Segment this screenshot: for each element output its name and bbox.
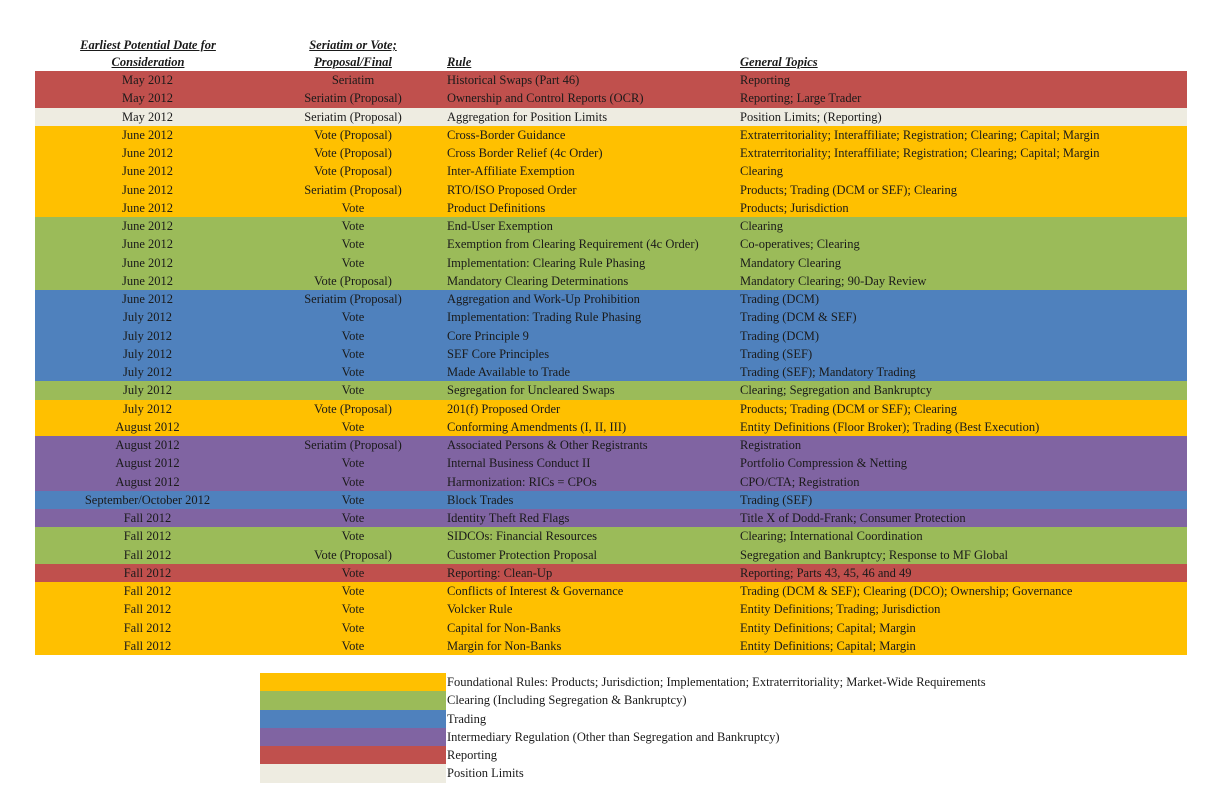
row-topics: Co-operatives; Clearing (740, 237, 860, 252)
row-topics: Entity Definitions; Trading; Jurisdiction (740, 602, 941, 617)
row-topics: Reporting; Large Trader (740, 91, 862, 106)
row-vote: Vote (341, 584, 365, 598)
row-date: July 2012 (123, 401, 172, 416)
row-date: Fall 2012 (123, 547, 172, 562)
table-row (35, 564, 1187, 582)
row-rule: Exemption from Clearing Requirement (4c Order) (447, 237, 699, 252)
row-rule: Harmonization: RICs = CPOs (447, 474, 597, 489)
row-rule: Ownership and Control Reports (OCR) (447, 91, 644, 106)
row-date: Fall 2012 (123, 584, 172, 598)
row-date: August 2012 (115, 438, 180, 452)
row-vote: Vote (341, 200, 365, 215)
legend-label: Reporting (447, 748, 497, 762)
legend-label: Trading (447, 711, 487, 726)
table-row (35, 473, 1187, 491)
table-row (35, 327, 1187, 345)
row-rule: SIDCOs: Financial Resources (447, 529, 597, 544)
row-topics: Mandatory Clearing; 90-Day Review (740, 273, 927, 288)
row-vote: Vote (341, 602, 365, 617)
legend-swatch (260, 728, 446, 746)
row-vote: Seriatim (Proposal) (304, 109, 402, 124)
row-vote: Vote (341, 365, 365, 379)
row-date: May 2012 (121, 73, 174, 87)
legend-label: Intermediary Regulation (Other than Segregation and Bankruptcy) (447, 729, 780, 744)
row-vote: Vote (341, 529, 365, 544)
row-topics: Entity Definitions (Floor Broker); Trading (Best Execution) (740, 419, 1040, 434)
row-rule: Aggregation for Position Limits (447, 109, 608, 124)
row-vote: Vote (Proposal) (314, 401, 392, 416)
table-row (35, 217, 1187, 235)
row-date: Fall 2012 (123, 620, 172, 635)
row-topics: Title X of Dodd-Frank; Consumer Protection (740, 511, 966, 525)
row-vote: Vote (Proposal) (314, 547, 392, 562)
schedule-table (35, 71, 1187, 655)
row-date: June 2012 (121, 200, 174, 215)
legend-swatch (260, 746, 446, 764)
row-vote: Vote (341, 638, 365, 653)
row-rule: Reporting: Clean-Up (447, 565, 553, 580)
legend-swatch (260, 691, 446, 709)
table-row (35, 181, 1187, 199)
row-vote: Seriatim (331, 73, 375, 87)
table-row (35, 454, 1187, 472)
row-date: June 2012 (121, 237, 174, 252)
row-rule: Identity Theft Red Flags (447, 511, 570, 525)
row-date: June 2012 (121, 182, 174, 197)
header-rule: Rule (447, 55, 472, 69)
row-rule: End-User Exemption (447, 219, 553, 233)
row-vote: Seriatim (Proposal) (304, 292, 402, 306)
row-date: July 2012 (123, 365, 172, 379)
row-rule: SEF Core Principles (447, 346, 550, 361)
row-rule: Historical Swaps (Part 46) (447, 73, 580, 87)
row-rule: Associated Persons & Other Registrants (447, 438, 648, 452)
legend-label: Position Limits (447, 766, 524, 781)
row-vote: Vote (341, 565, 365, 580)
header-vote-line1: Seriatim or Vote; (309, 38, 397, 52)
row-date: June 2012 (121, 164, 174, 179)
legend-label: Foundational Rules: Products; Jurisdiction; Implementation; Extraterritoriality; Market-Wide Requirements (447, 675, 986, 689)
row-topics: Products; Jurisdiction (740, 200, 849, 215)
row-topics: Clearing (740, 219, 784, 233)
row-topics: Extraterritoriality; Interaffiliate; Registration; Clearing; Capital; Margin (740, 127, 1100, 142)
table-row (35, 527, 1187, 545)
row-topics: Portfolio Compression & Netting (740, 456, 908, 471)
table-row (35, 400, 1187, 418)
row-topics: Trading (DCM) (740, 328, 820, 343)
row-date: July 2012 (123, 328, 172, 343)
row-rule: Cross Border Relief (4c Order) (447, 146, 603, 160)
table-row (35, 199, 1187, 217)
table-row (35, 89, 1187, 107)
row-vote: Vote (341, 620, 365, 635)
table-row (35, 436, 1187, 454)
row-topics: Clearing; Segregation and Bankruptcy (740, 383, 932, 398)
row-rule: Implementation: Trading Rule Phasing (447, 310, 642, 325)
table-row (35, 308, 1187, 326)
row-vote: Seriatim (Proposal) (304, 438, 402, 452)
row-date: July 2012 (123, 310, 172, 325)
row-rule: Cross-Border Guidance (447, 127, 566, 142)
row-rule: Customer Protection Proposal (447, 547, 597, 562)
header-vote (260, 37, 446, 71)
row-date: Fall 2012 (123, 565, 172, 580)
table-row (35, 509, 1187, 527)
legend-swatch (260, 710, 446, 728)
row-topics: Trading (DCM) (740, 292, 820, 306)
row-rule: Core Principle 9 (447, 328, 529, 343)
table-row (35, 162, 1187, 180)
row-vote: Vote (Proposal) (314, 273, 392, 288)
table-row (35, 418, 1187, 436)
row-vote: Vote (341, 310, 365, 325)
row-topics: Entity Definitions; Capital; Margin (740, 620, 916, 635)
row-rule: Product Definitions (447, 200, 546, 215)
row-topics: Trading (SEF) (740, 346, 813, 361)
table-row (35, 71, 1187, 89)
header-topics: General Topics (740, 55, 818, 69)
row-rule: Block Trades (447, 492, 514, 507)
table-row (35, 290, 1187, 308)
row-topics: Trading (SEF) (740, 492, 813, 507)
table-row (35, 600, 1187, 618)
table-row (35, 637, 1187, 655)
row-date: Fall 2012 (123, 602, 172, 617)
row-topics: Reporting; Parts 43, 45, 46 and 49 (740, 565, 912, 580)
row-date: June 2012 (121, 292, 174, 306)
row-rule: Aggregation and Work-Up Prohibition (447, 292, 640, 306)
row-topics: Position Limits; (Reporting) (740, 109, 882, 124)
row-rule: 201(f) Proposed Order (447, 401, 561, 416)
row-date: June 2012 (121, 255, 174, 270)
table-row (35, 363, 1187, 381)
row-vote: Vote (341, 492, 365, 507)
header-date (36, 37, 260, 71)
row-topics: Reporting (740, 73, 790, 87)
row-date: June 2012 (121, 219, 174, 233)
row-rule: Made Available to Trade (447, 365, 571, 379)
row-rule: Internal Business Conduct II (447, 456, 591, 471)
row-date: June 2012 (121, 146, 174, 160)
row-date: June 2012 (121, 273, 174, 288)
row-topics: Mandatory Clearing (740, 255, 842, 270)
row-rule: Conflicts of Interest & Governance (447, 584, 624, 598)
table-row (35, 619, 1187, 637)
table-row (35, 272, 1187, 290)
table-row (35, 345, 1187, 363)
row-topics: Trading (SEF); Mandatory Trading (740, 365, 916, 379)
table-row (35, 144, 1187, 162)
row-rule: Segregation for Uncleared Swaps (447, 383, 615, 398)
row-vote: Vote (341, 328, 365, 343)
legend-swatch (260, 764, 446, 782)
row-rule: Volcker Rule (447, 602, 513, 617)
row-vote: Vote (341, 346, 365, 361)
row-date: May 2012 (121, 109, 174, 124)
row-topics: Trading (DCM & SEF); Clearing (DCO); Ownership; Governance (740, 584, 1073, 598)
row-date: September/October 2012 (84, 492, 211, 507)
table-row (35, 582, 1187, 600)
row-topics: Clearing (740, 164, 784, 179)
row-date: August 2012 (115, 419, 180, 434)
row-vote: Vote (Proposal) (314, 146, 392, 160)
table-row (35, 381, 1187, 399)
row-date: August 2012 (115, 474, 180, 489)
table-row (35, 108, 1187, 126)
row-vote: Vote (341, 419, 365, 434)
row-vote: Vote (341, 219, 365, 233)
row-rule: Conforming Amendments (I, II, III) (447, 419, 627, 434)
row-topics: Extraterritoriality; Interaffiliate; Registration; Clearing; Capital; Margin (740, 146, 1100, 160)
row-topics: Segregation and Bankruptcy; Response to MF Global (740, 547, 1009, 562)
row-date: Fall 2012 (123, 638, 172, 653)
row-topics: Products; Trading (DCM or SEF); Clearing (740, 401, 958, 416)
table-row (35, 254, 1187, 272)
row-date: Fall 2012 (123, 511, 172, 525)
table-row (35, 546, 1187, 564)
row-rule: Capital for Non-Banks (447, 620, 561, 635)
row-date: May 2012 (121, 91, 174, 106)
row-vote: Vote (341, 237, 365, 252)
row-vote: Vote (341, 474, 365, 489)
table-row (35, 491, 1187, 509)
row-vote: Vote (341, 383, 365, 398)
row-vote: Vote (341, 456, 365, 471)
legend-label: Clearing (Including Segregation & Bankruptcy) (447, 693, 687, 708)
row-vote: Vote (Proposal) (314, 127, 392, 142)
row-rule: RTO/ISO Proposed Order (447, 182, 577, 197)
row-topics: Trading (DCM & SEF) (740, 310, 857, 325)
row-rule: Mandatory Clearing Determinations (447, 273, 629, 288)
row-topics: CPO/CTA; Registration (740, 474, 860, 489)
table-row (35, 235, 1187, 253)
row-vote: Vote (341, 255, 365, 270)
header-date-line2: Consideration (111, 55, 185, 69)
row-rule: Margin for Non-Banks (447, 638, 562, 653)
row-vote: Vote (341, 511, 365, 525)
row-date: August 2012 (115, 456, 180, 471)
row-topics: Entity Definitions; Capital; Margin (740, 638, 916, 653)
row-vote: Vote (Proposal) (314, 164, 392, 179)
row-date: July 2012 (123, 383, 172, 398)
row-topics: Products; Trading (DCM or SEF); Clearing (740, 182, 958, 197)
row-topics: Clearing; International Coordination (740, 529, 923, 544)
row-vote: Seriatim (Proposal) (304, 182, 402, 197)
row-date: Fall 2012 (123, 529, 172, 544)
row-topics: Registration (740, 438, 802, 452)
row-date: July 2012 (123, 346, 172, 361)
header-date-line1: Earliest Potential Date for (80, 38, 216, 52)
legend-swatch (260, 673, 446, 691)
row-rule: Inter-Affiliate Exemption (447, 164, 575, 179)
row-vote: Seriatim (Proposal) (304, 91, 402, 106)
header-vote-line2: Proposal/Final (314, 55, 392, 69)
table-row (35, 126, 1187, 144)
row-rule: Implementation: Clearing Rule Phasing (447, 255, 646, 270)
row-date: June 2012 (121, 127, 174, 142)
